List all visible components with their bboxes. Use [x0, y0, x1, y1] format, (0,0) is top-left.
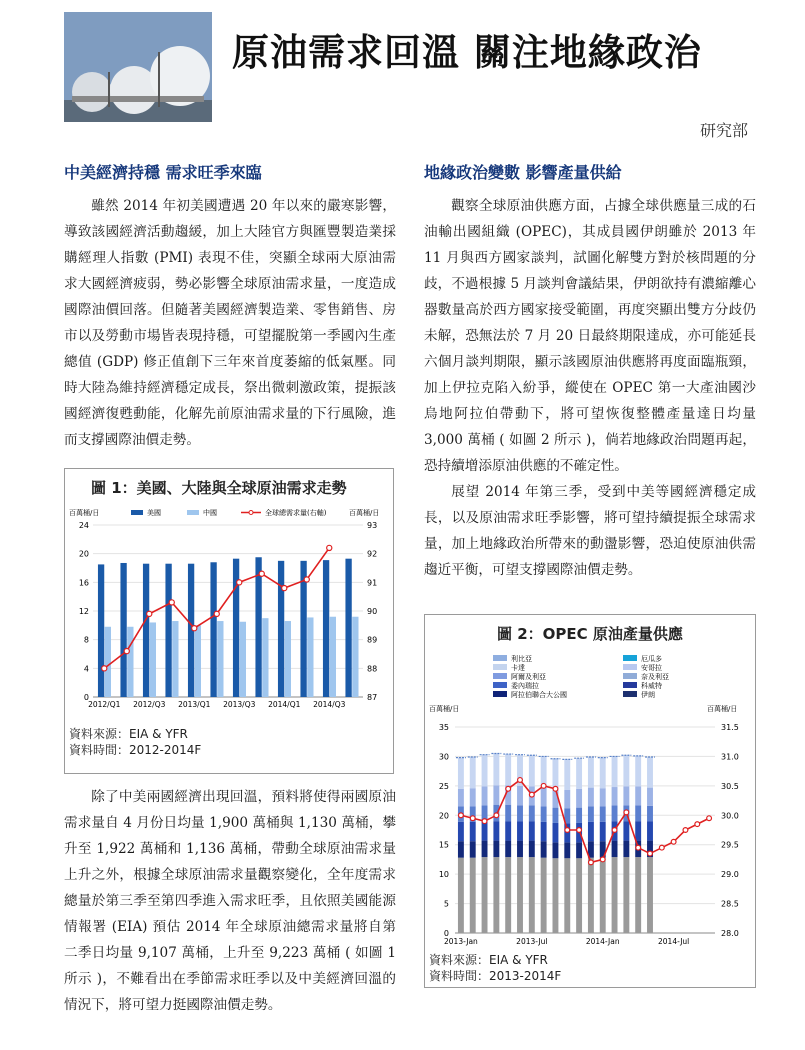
point-global [282, 585, 287, 590]
point-opec-total [695, 822, 700, 827]
left-axis-unit: 百萬桶/日 [69, 509, 100, 517]
y2-tick-label: 28.5 [721, 899, 739, 909]
stack-bar-segment [505, 805, 511, 821]
legend-label: 阿爾及利亞 [511, 673, 546, 681]
left-para-2 [64, 784, 396, 1018]
bar-china [307, 617, 313, 697]
stack-bar-segment [493, 857, 499, 933]
point-opec-total [636, 845, 641, 850]
stack-bar-segment [553, 823, 559, 842]
stack-bar-segment [647, 857, 653, 933]
y-tick-label: 8 [83, 635, 89, 645]
bar-china [262, 618, 268, 697]
bar-china [150, 622, 156, 697]
y-tick-label: 5 [443, 899, 449, 909]
stack-bar-segment [541, 788, 547, 807]
bar-us [345, 559, 351, 697]
legend-label: 伊朗 [641, 691, 655, 699]
x-tick-label: 2014/Q1 [268, 700, 301, 709]
legend-swatch [623, 673, 637, 679]
legend-label: 厄瓜多 [641, 655, 662, 663]
point-global [327, 545, 332, 550]
y-tick-label: 12 [78, 607, 89, 616]
x-tick-label: 2012/Q3 [133, 700, 166, 709]
figure-1-source: 資料來源：EIA & YFR [69, 727, 188, 741]
stack-bar-segment [600, 758, 606, 789]
y2-tick-label: 30.5 [721, 781, 739, 791]
stack-bar-segment [623, 857, 629, 933]
bar-us [165, 564, 171, 697]
stack-bar-segment [647, 757, 653, 788]
point-global [192, 626, 197, 631]
legend-label: 阿拉伯聯合大公國 [511, 691, 567, 699]
point-global [259, 571, 264, 576]
stack-bar-segment [470, 858, 476, 933]
y-tick-label: 0 [83, 693, 89, 702]
y2-tick-label: 92 [367, 549, 378, 559]
y-tick-label: 24 [78, 521, 89, 530]
stack-bar-segment [588, 806, 594, 821]
stack-bar-segment [470, 757, 476, 788]
stack-bar-segment [470, 841, 476, 857]
legend-label-us: 美國 [147, 509, 161, 517]
point-opec-total [612, 828, 617, 833]
stack-bar-segment [576, 858, 582, 933]
legend-label: 委內瑞拉 [511, 682, 539, 690]
point-opec-total [518, 778, 523, 783]
y2-tick-label: 28.0 [721, 929, 739, 938]
stack-bar-segment [493, 753, 499, 785]
bar-china [127, 627, 133, 697]
y2-tick-label: 29.0 [721, 870, 739, 880]
stack-bar-segment [600, 822, 606, 841]
point-opec-total [459, 813, 464, 818]
stack-bar-segment [576, 758, 582, 789]
point-opec-total [683, 828, 688, 833]
figure-2-source: 資料來源：EIA & YFR [429, 953, 548, 967]
stack-bar-segment [529, 841, 535, 857]
y-tick-label: 25 [438, 781, 449, 791]
bar-china [352, 617, 358, 697]
bar-us [120, 563, 126, 697]
bar-us [323, 560, 329, 697]
legend-label: 安哥拉 [641, 664, 662, 672]
legend-swatch [493, 673, 507, 679]
point-opec-total [600, 857, 605, 862]
stack-bar-segment [493, 785, 499, 804]
y-tick-label: 4 [83, 664, 89, 674]
stack-bar-segment [612, 756, 618, 787]
stack-bar-segment [623, 841, 629, 857]
stack-bar-segment [635, 786, 641, 805]
left-para-1-text: 雖然 2014 年初美國遭遇 20 年以來的嚴寒影響，導致該國經濟活動趨緩，加上大陸官方與匯豐製造業採購經理人指數 (PMI) 表現不佳，突顯全球兩大原油需求大國經濟疲弱，勢必影響全球原油需求量，一度造成國際油價回落。但隨著美國經濟製造業、零售銷售、房市以及勞動市場皆表現持穩，可望擺脫第一季國內生產總值 (GDP) 修正值創下三年來首度萎縮的低氣壓。同時大陸為維持經濟穩定成長，祭出微刺激政策，提振該國經濟復甦動能，化解先前原油需求量的下行風險，進而支撐國際油價走勢。 [64, 198, 396, 448]
y-tick-label: 20 [78, 549, 89, 559]
left-para-1 [64, 193, 396, 453]
x-tick-label: 2012/Q1 [88, 700, 121, 709]
bar-us [278, 561, 284, 697]
stack-bar-segment [588, 757, 594, 788]
stack-bar-segment [517, 786, 523, 805]
stack-bar-segment [470, 822, 476, 841]
stack-bar-segment [458, 858, 464, 933]
y-tick-label: 20 [438, 811, 449, 821]
point-opec-total [482, 819, 487, 824]
figure-2-title: 圖 2：OPEC 原油產量供應 [497, 625, 683, 643]
legend-swatch-us [131, 510, 143, 515]
stack-bar-segment [517, 821, 523, 840]
x-tick-label: 2013/Q1 [178, 700, 211, 709]
stack-bar-segment [647, 788, 653, 806]
stack-bar-segment [541, 858, 547, 933]
left-axis-unit: 百萬桶/日 [429, 705, 460, 713]
point-opec-total [648, 851, 653, 856]
stack-bar-segment [588, 788, 594, 807]
stack-bar-segment [529, 755, 535, 786]
stack-bar-segment [635, 821, 641, 840]
y-tick-label: 15 [438, 840, 449, 850]
y-tick-label: 16 [78, 578, 89, 588]
legend-label: 卡達 [511, 664, 525, 672]
x-tick-label: 2013-Jul [516, 937, 548, 946]
stack-bar-segment [576, 808, 582, 823]
stack-bar-segment [553, 759, 559, 790]
stack-bar-segment [517, 857, 523, 933]
right-axis-unit: 百萬桶/日 [349, 509, 380, 517]
bar-us [210, 562, 216, 697]
legend-swatch [623, 691, 637, 697]
stack-bar-segment [553, 842, 559, 858]
figure-1-period: 資料時間：2012-2014F [69, 743, 202, 757]
legend-swatch [493, 682, 507, 688]
stack-bar-segment [564, 842, 570, 858]
legend-label-china: 中國 [203, 509, 217, 517]
stack-bar-segment [647, 821, 653, 840]
legend-marker-global [249, 511, 253, 515]
point-opec-total [565, 828, 570, 833]
stack-bar-segment [564, 790, 570, 808]
bar-china [172, 621, 178, 697]
stack-bar-segment [482, 857, 488, 933]
point-opec-total [671, 839, 676, 844]
figure-1-title: 圖 1：美國、大陸與全球原油需求走勢 [91, 479, 347, 497]
oil-tank-photo [64, 12, 212, 122]
stack-bar-segment [505, 754, 511, 785]
right-axis-unit: 百萬桶/日 [707, 705, 738, 713]
stack-bar-segment [458, 758, 464, 789]
y2-tick-label: 31.0 [721, 752, 739, 762]
y2-tick-label: 88 [367, 664, 378, 674]
point-global [304, 577, 309, 582]
stack-bar-segment [493, 841, 499, 857]
stack-bar-segment [505, 841, 511, 857]
right-para-2-text: 展望 2014 年第三季，受到中美等國經濟穩定成長，以及原油需求旺季影響，將可望持續提振全球需求量，加上地緣政治所帶來的動盪影響，恐迫使原油供需趨近平衡，可望支撐國際油價走勢。 [424, 484, 756, 578]
stack-bar-segment [458, 822, 464, 841]
legend-swatch [623, 664, 637, 670]
point-opec-total [541, 783, 546, 788]
y2-tick-label: 30.0 [721, 811, 739, 821]
stack-bar-segment [541, 822, 547, 841]
stack-bar-segment [493, 821, 499, 840]
stack-bar-segment [612, 805, 618, 821]
y2-tick-label: 29.5 [721, 840, 739, 850]
point-opec-total [707, 816, 712, 821]
point-opec-total [494, 813, 499, 818]
stack-bar-segment [529, 821, 535, 840]
stack-bar-segment [482, 786, 488, 805]
point-global [102, 666, 107, 671]
stack-bar-segment [612, 787, 618, 805]
point-global [169, 600, 174, 605]
bar-china [330, 617, 336, 697]
figure-2 [424, 614, 756, 988]
bar-china [217, 621, 223, 697]
point-opec-total [659, 845, 664, 850]
point-global [237, 580, 242, 585]
bar-china [285, 621, 291, 697]
stack-bar-segment [576, 842, 582, 858]
point-opec-total [577, 828, 582, 833]
point-global [147, 611, 152, 616]
bar-china [195, 625, 201, 697]
point-opec-total [470, 816, 475, 821]
stack-bar-segment [505, 857, 511, 933]
legend-swatch [493, 664, 507, 670]
right-para-1-text: 觀察全球原油供應方面，占據全球供應量三成的石油輸出國組織 (OPEC)，其成員國伊朗雖於 2013 年 11 月與西方國家談判，試圖化解雙方對於核問題的分歧，不過根據 5 月談判會議結果，伊朗欲持有濃縮離心器數量高於西方國家接受範圍，再度突顯出雙方分歧仍未解，恐無法於 7 月 20 日最終期限達成，亦可能延長六個月談判期限，顯示該國原油供應將再度面臨瓶頸，加上伊拉克陷入紛爭，縱使在 OPEC 第一大產油國沙烏地阿拉伯帶動下，將可望恢復整體產量達日均量 3,000 萬桶 ( 如圖 2 所示 )，倘若地緣政治問題再起，恐持續增添原油供應的不確定性。 [424, 198, 756, 474]
stack-bar-segment [588, 858, 594, 933]
legend-label: 利比亞 [511, 655, 532, 663]
x-tick-label: 2013/Q3 [223, 700, 256, 709]
legend-label: 奈及利亞 [641, 673, 669, 681]
stack-bar-segment [458, 841, 464, 857]
legend-swatch [623, 655, 637, 661]
y2-tick-label: 90 [367, 607, 378, 616]
stack-bar-segment [635, 857, 641, 933]
stack-bar-segment [612, 857, 618, 933]
point-opec-total [529, 792, 534, 797]
bar-us [98, 564, 104, 697]
stack-bar-segment [623, 786, 629, 805]
bar-china [105, 627, 111, 697]
department-label: 研究部 [700, 121, 749, 140]
figure-2-period: 資料時間：2013-2014F [429, 969, 562, 983]
x-tick-label: 2013-Jan [444, 937, 478, 946]
point-opec-total [553, 786, 558, 791]
stack-bar-segment [517, 805, 523, 821]
y2-tick-label: 89 [367, 635, 378, 645]
legend-swatch-china [187, 510, 199, 515]
right-para-1 [424, 193, 756, 583]
y-tick-label: 10 [438, 870, 449, 880]
y2-tick-label: 93 [367, 521, 378, 530]
y2-tick-label: 91 [367, 578, 378, 588]
point-opec-total [589, 860, 594, 865]
point-opec-total [506, 786, 511, 791]
stack-bar-segment [623, 755, 629, 786]
figure-2-chart [425, 647, 755, 957]
stack-bar-segment [576, 789, 582, 808]
stack-bar-segment [635, 805, 641, 821]
x-tick-label: 2014-Jul [658, 937, 690, 946]
stack-bar-segment [635, 756, 641, 787]
legend-swatch [623, 682, 637, 688]
legend-label-global: 全球總需求量(右軸) [265, 509, 327, 517]
bar-china [240, 622, 246, 697]
stack-bar-segment [623, 821, 629, 840]
stack-bar-segment [600, 806, 606, 821]
point-global [124, 649, 129, 654]
stack-bar-segment [564, 858, 570, 933]
left-para-2-text: 除了中美兩國經濟出現回溫，預料將使得兩國原油需求量自 4 月份日均量 1,900 萬桶與 1,130 萬桶，攀升至 1,922 萬桶和 1,136 萬桶，帶動全球原油需求量上升之外，根據全球原油需求量觀察變化，全年度需求總量於第三季至第四季進入需求旺季，且依照美國能源情報署 (EIA) 預估 2014 年全球原油總需求量將自第二季日均量 9,107 萬桶，上升至 9,223 萬桶 ( 如圖 1 所示 )，不難看出在季節需求旺季以及中美經濟回溫的情況下，將可望力挺國際油價走勢。 [64, 789, 396, 1013]
stack-bar-segment [612, 841, 618, 857]
y-tick-label: 35 [438, 723, 449, 732]
x-tick-label: 2014/Q3 [313, 700, 346, 709]
stack-bar-segment [647, 806, 653, 821]
legend-swatch [493, 691, 507, 697]
point-opec-total [624, 810, 629, 815]
bar-us [255, 557, 261, 697]
right-heading: 地緣政治變數 影響產量供給 [424, 163, 622, 182]
left-heading: 中美經濟持穩 需求旺季來臨 [64, 163, 262, 182]
stack-bar-segment [553, 808, 559, 823]
stack-bar-segment [470, 788, 476, 806]
stack-bar-segment [529, 805, 535, 821]
stack-bar-segment [600, 858, 606, 933]
stack-bar-segment [517, 841, 523, 857]
stack-bar-segment [529, 857, 535, 933]
stack-bar-segment [541, 806, 547, 821]
stack-bar-segment [458, 789, 464, 807]
bar-us [143, 564, 149, 697]
y-tick-label: 30 [438, 752, 449, 762]
y2-tick-label: 31.5 [721, 723, 739, 732]
stack-bar-segment [564, 759, 570, 790]
x-tick-label: 2014-Jan [585, 937, 620, 946]
stack-bar-segment [553, 858, 559, 933]
point-global [214, 611, 219, 616]
legend-label: 科威特 [641, 682, 662, 690]
stack-bar-segment [505, 821, 511, 840]
figure-1 [64, 468, 394, 774]
stack-bar-segment [482, 755, 488, 787]
oil-tank-illustration [64, 12, 212, 122]
legend-swatch [493, 655, 507, 661]
stack-bar-segment [588, 822, 594, 841]
stack-bar-segment [600, 788, 606, 806]
stack-bar-segment [541, 841, 547, 857]
stack-bar-segment [482, 841, 488, 857]
y-tick-label: 0 [443, 929, 449, 938]
y2-tick-label: 87 [367, 693, 378, 702]
page-title: 原油需求回溫 關注地緣政治 [232, 31, 702, 74]
